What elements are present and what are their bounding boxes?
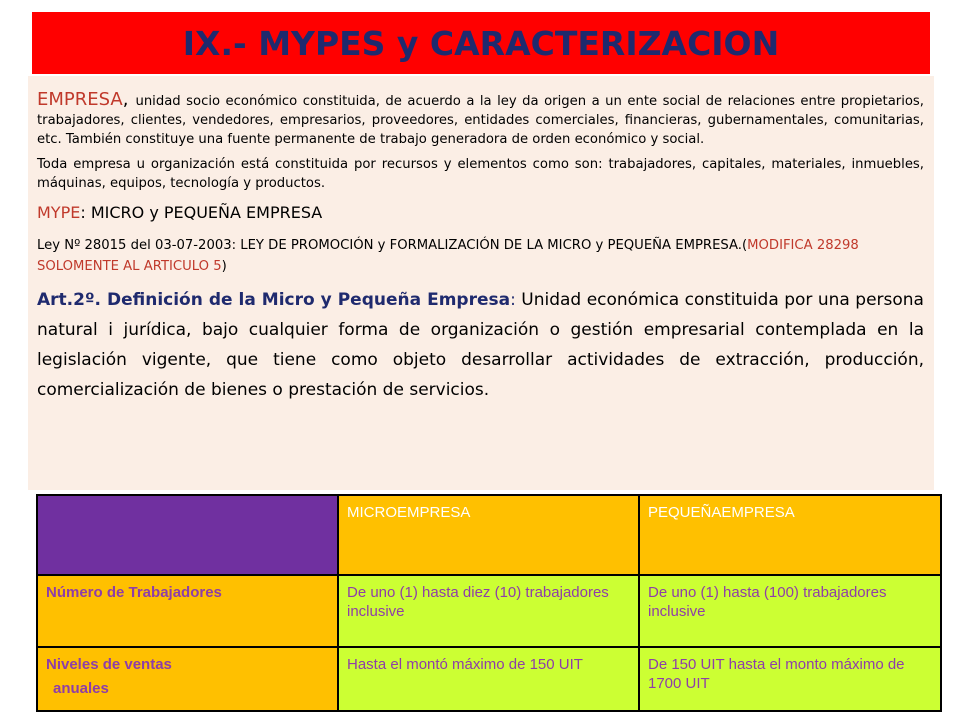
empresa-paragraph [37,90,924,149]
content-panel [28,76,934,490]
empresa-definition: unidad socio económico constituida, de acuerdo a la ley da origen a un ente social de relaciones entre propietarios, trabajadores, clientes, vendedores, empresarios, proveedores, entidades comerciales, financieras, gubernamentales, comunitarias, etc. También constituye una fuente permanente de trabajo generadora de orden económico y social. [37,94,924,147]
empresa-comma: , [122,89,136,110]
ley-close-paren: ) [221,259,227,274]
ley-paragraph [37,235,924,277]
header-empty-cell [37,495,338,575]
row-label-trabajadores: Número de Trabajadores [37,575,338,647]
row-label-ventas-line1: Niveles de ventas [46,656,172,673]
ley-text: Ley Nº 28015 del 03-07-2003: LEY DE PROMOCIÓN y FORMALIZACIÓN DE LA MICRO y PEQUEÑA EMPRESA.( [37,238,748,253]
table-row [37,575,941,647]
empresa-term: EMPRESA [37,89,123,110]
row-label-ventas-line2: anuales [53,680,109,697]
cell-pequena-trabajadores: De uno (1) hasta (100) trabajadores inclusive [639,575,941,647]
table-row [37,647,941,711]
table-header-row [37,495,941,575]
header-pequenaempresa: PEQUEÑAEMPRESA [639,495,941,575]
mype-comparison-table [36,494,942,712]
articulo-text: Unidad económica constituida por una persona natural i jurídica, bajo cualquier forma de organización o gestión empresarial contemplada en la legislación vigente, que tiene como objeto desarrollar actividades de extracción, producción, comercialización de bienes o prestación de servicios. [37,290,924,400]
mype-term: MYPE [37,203,81,222]
articulo-heading: Art.2º. Definición de la Micro y Pequeña Empresa [37,290,511,310]
ley-modification-note: MODIFICA 28298 SOLOMENTE AL ARTICULO 5 [37,238,859,274]
cell-pequena-ventas: De 150 UIT hasta el monto máximo de 1700 UIT [639,647,941,711]
slide-title: IX.- MYPES y CARACTERIZACION [182,23,780,63]
organizacion-paragraph: Toda empresa u organización está constituida por recursos y elementos como son: trabajadores, capitales, materiales, inmuebles, máquinas, equipos, tecnología y productos. [37,157,924,191]
title-banner [32,12,930,74]
mype-definition: : MICRO y PEQUEÑA EMPRESA [80,203,323,222]
header-microempresa: MICROEMPRESA [338,495,639,575]
cell-micro-ventas: Hasta el montó máximo de 150 UIT [338,647,639,711]
articulo-paragraph [37,285,924,405]
articulo-colon: : [510,290,516,310]
row-label-ventas [37,647,338,711]
cell-micro-trabajadores: De uno (1) hasta diez (10) trabajadores inclusive [338,575,639,647]
mype-paragraph [37,203,924,223]
